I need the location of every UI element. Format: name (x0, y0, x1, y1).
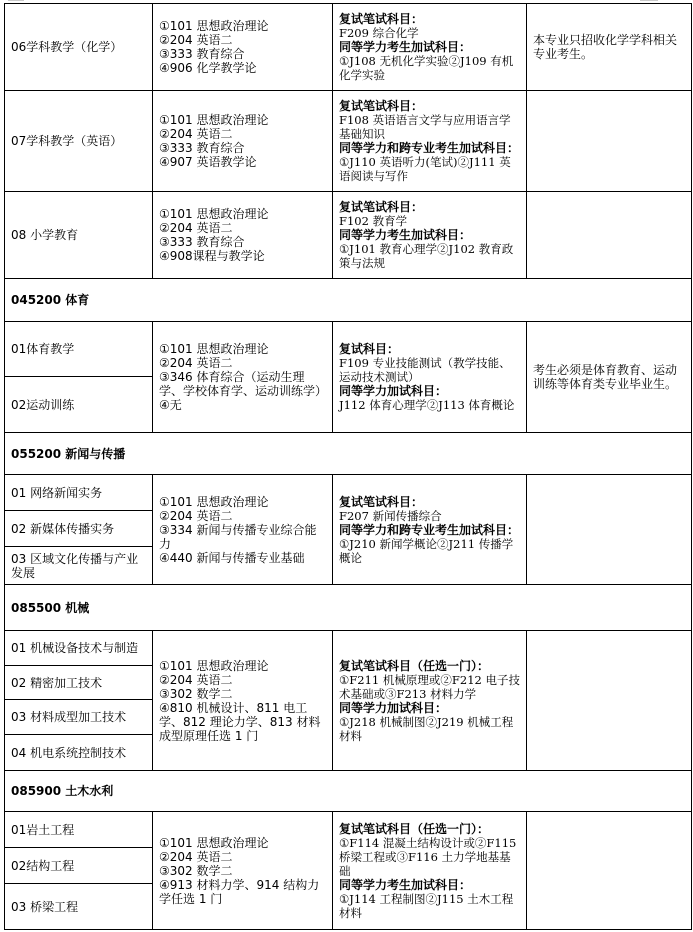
table-row (5, 812, 692, 848)
exam-item: ③346 体育综合（运动生理学、学校体育学、运动训练学） (159, 370, 328, 398)
section-title: 085500 机械 (5, 585, 692, 631)
retest-heading: 复试科目： (339, 342, 400, 356)
direction-cell: 01体育教学 (5, 322, 153, 377)
direction-cell: 02 新媒体传播实务 (5, 511, 153, 547)
retest-cell (333, 192, 527, 279)
retest-subject: F102 教育学 (339, 214, 408, 228)
exam-subjects-cell (153, 631, 333, 771)
section-title: 045200 体育 (5, 279, 692, 322)
exam-subjects-cell (153, 192, 333, 279)
retest-heading: 复试笔试科目： (339, 200, 424, 214)
page-edge-mark-left (8, 0, 24, 1)
note-cell: 本专业只招收化学学科相关专业考生。 (527, 4, 692, 91)
direction-cell: 02结构工程 (5, 848, 153, 884)
direction-cell: 06学科教学（化学） (5, 4, 153, 91)
note-cell: 考生必须是体育教育、运动训练等体育类专业毕业生。 (527, 322, 692, 433)
extra-subject: J112 体育心理学②J113 体育概论 (339, 398, 515, 412)
exam-item: ②204 英语二 (159, 508, 233, 523)
retest-cell (333, 322, 527, 433)
extra-subject: ①J108 无机化学实验②J109 有机化学实验 (339, 54, 514, 82)
extra-subject: ①J110 英语听力(笔试)②J111 英语阅读与写作 (339, 155, 511, 183)
exam-item: ①101 思想政治理论 (159, 19, 269, 33)
extra-subject: ①J210 新闻学概论②J211 传播学概论 (339, 536, 514, 565)
direction-cell: 01岩土工程 (5, 812, 153, 848)
retest-cell (333, 812, 527, 930)
extra-heading: 同等学力和跨专业考生加试科目： (339, 522, 520, 537)
section-header-row (5, 585, 692, 631)
exam-item: ③333 教育综合 (159, 235, 245, 249)
exam-item: ②204 英语二 (159, 127, 233, 141)
exam-item: ①101 思想政治理论 (159, 113, 269, 127)
exam-subjects-cell (153, 812, 333, 930)
exam-item: ①101 思想政治理论 (159, 835, 269, 850)
exam-item: ②204 英语二 (159, 221, 233, 235)
exam-item: ②204 英语二 (159, 33, 233, 47)
note-cell (527, 91, 692, 192)
section-header-row (5, 771, 692, 812)
section-title: 085900 土木水利 (5, 771, 692, 812)
direction-cell: 03 桥梁工程 (5, 884, 153, 930)
admissions-table (4, 3, 692, 930)
exam-item: ③333 教育综合 (159, 141, 245, 155)
exam-item: ①101 思想政治理论 (159, 494, 269, 509)
retest-subject: F207 新闻传播综合 (339, 508, 442, 523)
direction-cell: 01 机械设备技术与制造 (5, 631, 153, 666)
exam-item: ①101 思想政治理论 (159, 658, 269, 673)
direction-cell: 07学科教学（英语） (5, 91, 153, 192)
direction-cell: 01 网络新闻实务 (5, 475, 153, 511)
direction-cell: 04 机电系统控制技术 (5, 735, 153, 771)
exam-item: ④906 化学教学论 (159, 61, 257, 75)
exam-item: ④440 新闻与传播专业基础 (159, 550, 305, 565)
exam-item: ①101 思想政治理论 (159, 342, 269, 356)
retest-heading: 复试笔试科目： (339, 494, 424, 509)
exam-item: ④908课程与教学论 (159, 249, 265, 263)
exam-item: ②204 英语二 (159, 672, 233, 687)
retest-subject: F209 综合化学 (339, 26, 419, 40)
note-cell (527, 631, 692, 771)
retest-cell (333, 4, 527, 91)
section-title: 055200 新闻与传播 (5, 433, 692, 475)
retest-subject: F108 英语语言文学与应用语言学基础知识 (339, 113, 511, 141)
exam-subjects-cell (153, 4, 333, 91)
retest-heading: 复试笔试科目（任选一门）： (339, 658, 490, 673)
exam-item: ①101 思想政治理论 (159, 207, 269, 221)
retest-heading: 复试笔试科目： (339, 12, 424, 26)
note-cell (527, 192, 692, 279)
extra-subject: ①J101 教育心理学②J102 教育政策与法规 (339, 242, 514, 270)
retest-subject: F109 专业技能测试（教学技能、运动技术测试） (339, 356, 511, 384)
exam-item: ②204 英语二 (159, 849, 233, 864)
table-row (5, 631, 692, 666)
direction-cell: 03 区域文化传播与产业发展 (5, 547, 153, 585)
retest-subject: ①F114 混凝土结构设计或②F115 桥梁工程或③F116 土力学地基基础 (339, 835, 517, 878)
table-row (5, 322, 692, 377)
exam-subjects-cell (153, 475, 333, 585)
extra-heading: 同等学力考生加试科目： (339, 228, 472, 242)
extra-heading: 同等学力考生加试科目： (339, 877, 472, 892)
extra-heading: 同等学力加试科目： (339, 384, 448, 398)
extra-subject: ①J218 机械制图②J219 机械工程材料 (339, 714, 514, 743)
page-edge-mark-right (640, 0, 658, 1)
direction-cell: 03 材料成型加工技术 (5, 700, 153, 735)
exam-item: ③334 新闻与传播专业综合能力 (159, 522, 317, 551)
retest-heading: 复试笔试科目（任选一门）： (339, 821, 490, 836)
direction-cell: 02 精密加工技术 (5, 666, 153, 700)
retest-cell (333, 631, 527, 771)
exam-item: ③302 数学二 (159, 686, 233, 701)
retest-subject: ①F211 机械原理或②F212 电子技术基础或③F213 材料力学 (339, 672, 520, 701)
table-row (5, 475, 692, 511)
table-row (5, 192, 692, 279)
exam-item: ③302 数学二 (159, 863, 233, 878)
table-row (5, 91, 692, 192)
exam-subjects-cell (153, 91, 333, 192)
exam-item: ③333 教育综合 (159, 47, 245, 61)
extra-heading: 同等学力加试科目： (339, 700, 448, 715)
exam-item: ④无 (159, 398, 182, 412)
section-header-row (5, 279, 692, 322)
note-cell (527, 475, 692, 585)
direction-cell: 08 小学教育 (5, 192, 153, 279)
extra-heading: 同等学力考生加试科目： (339, 40, 472, 54)
section-header-row (5, 433, 692, 475)
extra-subject: ①J114 工程制图②J115 土木工程材料 (339, 891, 514, 920)
exam-item: ④913 材料力学、914 结构力学任选 1 门 (159, 877, 320, 906)
retest-cell (333, 475, 527, 585)
exam-item: ②204 英语二 (159, 356, 233, 370)
retest-cell (333, 91, 527, 192)
direction-cell: 02运动训练 (5, 377, 153, 433)
table-row (5, 4, 692, 91)
exam-item: ④907 英语教学论 (159, 155, 257, 169)
exam-item: ④810 机械设计、811 电工学、812 理论力学、813 材料成型原理任选 1 门 (159, 700, 321, 743)
retest-heading: 复试笔试科目： (339, 99, 424, 113)
extra-heading: 同等学力和跨专业考生加试科目： (339, 141, 520, 155)
exam-subjects-cell (153, 322, 333, 433)
note-cell (527, 812, 692, 930)
